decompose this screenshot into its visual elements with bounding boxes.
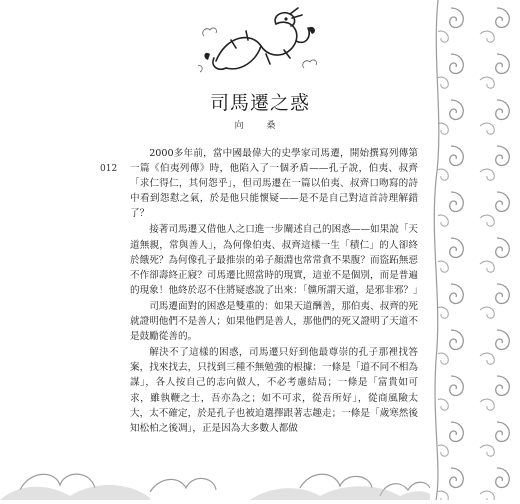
- dragon-emblem-icon: [196, 6, 326, 86]
- article-author: 向 桑: [234, 121, 286, 131]
- article-body: [130, 146, 423, 437]
- paragraph: 接著司馬遷又借他人之口進一步闡述自己的困惑——如果說「天道無親，常與善人」，為何像伯夷、叔齊這樣一生「積仁」的人卻終於餓死？為何像孔子最推崇的弟子顏淵也常常貪不果腹？而盜跖無惡不作卻壽終正寢？司馬遷比照當時的現實，這並不是個別，而是普遍的現象！他終於忍不住將疑惑說了出來：「儻所謂天道，是邪非邪？」: [130, 224, 423, 296]
- cloud-pattern-border: [428, 0, 520, 500]
- bottom-cloud-decoration: [0, 430, 430, 500]
- paragraph: 解決不了這樣的困惑，司馬遷只好到他最尊崇的孔子那裡找答案，找來找去，只找到三種不無勉強的根據：一條是「道不同不相為謀」，各人按自己的志向做人，不必考慮結局；一條是「富貴如可求，雖執鞭之士，吾亦為之；如不可求，從吾所好」，從商風險太大，太不確定，於是孔子也被迫選擇跟著志趣走；一條是「歲寒然後知松柏之後凋」，正是因為大多數人都做: [130, 347, 418, 434]
- page-number: 012: [100, 164, 118, 174]
- paragraph: 2000多年前，當中國最偉大的史學家司馬遷，開始撰寫列傳第一篇《伯夷列傳》時，他陷入了一個矛盾——孔子說，伯夷、叔齊「求仁得仁，其何怨乎」，但司馬遷在一篇以伯夷、叔齊口吻寫的詩中看到怨懟之氣，於是他只能懷疑——是不是自己對這首詩理解錯了？: [130, 148, 418, 220]
- article-title: 司馬遷之惑: [209, 92, 310, 114]
- paragraph: 司馬遷面對的困惑是雙重的：如果天道酬善，那伯夷、叔齊的死就證明他們不是善人；如果他們是善人，那他們的死又證明了天道不是鼓勵從善的。: [130, 300, 418, 343]
